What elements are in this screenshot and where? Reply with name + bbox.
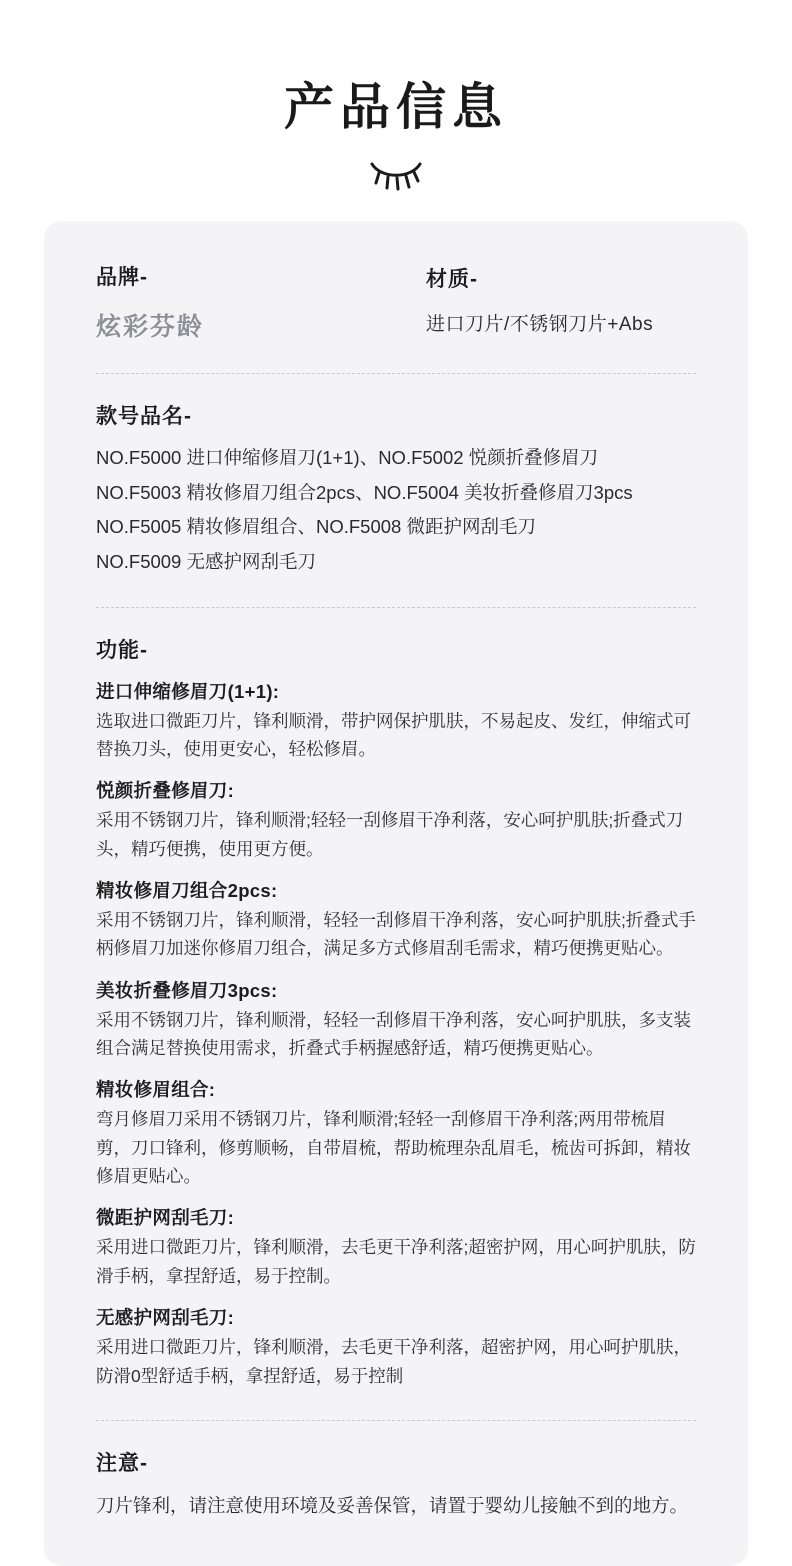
brand-block: [96, 261, 426, 343]
feature-body: 采用不锈钢刀片，锋利顺滑，轻轻一刮修眉干净利落，安心呵护肌肤;折叠式手柄修眉刀加迷你修眉刀组合，满足多方式修眉刮毛需求，精巧便携更贴心。: [96, 910, 696, 959]
notice-body: 刀片锋利，请注意使用环境及妥善保管，请置于婴幼儿接触不到的地方。: [96, 1494, 689, 1516]
brand-label: 品牌-: [96, 266, 148, 289]
material-block: [426, 261, 696, 336]
notice-block: [96, 1447, 696, 1521]
models-label: 款号品名-: [96, 405, 192, 428]
model-line: NO.F5005 精妆修眉组合、NO.F5008 微距护网刮毛刀: [96, 516, 536, 538]
feature-item: [96, 678, 696, 764]
feature-title: 悦颜折叠修眉刀:: [96, 780, 235, 802]
feature-item: [96, 877, 696, 963]
info-card: [44, 221, 748, 1566]
model-line: NO.F5009 无感护网刮毛刀: [96, 551, 316, 573]
models-list: [96, 444, 696, 577]
model-line: NO.F5003 精妆修眉刀组合2pcs、NO.F5004 美妆折叠修眉刀3pcs: [96, 481, 633, 503]
feature-title: 进口伸缩修眉刀(1+1):: [96, 680, 280, 702]
feature-body: 选取进口微距刀片，锋利顺滑，带护网保护肌肤，不易起皮、发红，伸缩式可替换刀头，使用更安心，轻松修眉。: [96, 710, 691, 760]
eyelash-icon: [369, 161, 423, 196]
feature-item: [96, 1304, 696, 1390]
divider-2: [96, 607, 696, 608]
feature-body: 采用进口微距刀片，锋利顺滑，去毛更干净利落，超密护网，用心呵护肌肤，防滑0型舒适手柄，拿捏舒适，易于控制: [96, 1337, 691, 1386]
feature-body: 弯月修眉刀采用不锈钢刀片，锋利顺滑;轻轻一刮修眉干净利落;两用带梳眉剪，刀口锋利，修剪顺畅，自带眉梳，帮助梳理杂乱眉毛，梳齿可拆卸，精妆修眉更贴心。: [96, 1109, 691, 1187]
feature-body: 采用不锈钢刀片，锋利顺滑，轻轻一刮修眉干净利落，安心呵护肌肤，多支装组合满足替换使用需求，折叠式手柄握感舒适，精巧便携更贴心。: [96, 1009, 691, 1059]
feature-item: [96, 777, 696, 863]
material-label: 材质-: [426, 268, 478, 291]
brand-material-row: [96, 261, 696, 343]
divider-1: [96, 373, 696, 374]
ornament-container: [0, 161, 792, 197]
functions-label: 功能-: [96, 638, 148, 662]
feature-title: 无感护网刮毛刀:: [96, 1307, 235, 1329]
feature-item: [96, 977, 696, 1063]
functions-block: [96, 634, 696, 1390]
page-title: 产品信息: [284, 79, 508, 135]
notice-label: 注意-: [96, 1451, 148, 1475]
feature-title: 美妆折叠修眉刀3pcs:: [96, 979, 278, 1001]
feature-body: 采用进口微距刀片，锋利顺滑，去毛更干净利落;超密护网，用心呵护肌肤，防滑手柄，拿捏舒适，易于控制。: [96, 1237, 696, 1286]
feature-item: [96, 1204, 696, 1290]
feature-body: 采用不锈钢刀片，锋利顺滑;轻轻一刮修眉干净利落，安心呵护肌肤;折叠式刀头，精巧便携，使用更方便。: [96, 810, 684, 859]
feature-title: 微距护网刮毛刀:: [96, 1207, 235, 1229]
feature-title: 精妆修眉刀组合2pcs:: [96, 880, 278, 902]
material-value: 进口刀片/不锈钢刀片+Abs: [426, 314, 654, 335]
feature-item: [96, 1076, 696, 1190]
feature-title: 精妆修眉组合:: [96, 1079, 216, 1101]
model-line: NO.F5000 进口伸缩修眉刀(1+1)、NO.F5002 悦颜折叠修眉刀: [96, 447, 599, 468]
brand-value: 炫彩芬龄: [96, 313, 205, 341]
divider-3: [96, 1420, 696, 1421]
models-block: [96, 400, 696, 577]
